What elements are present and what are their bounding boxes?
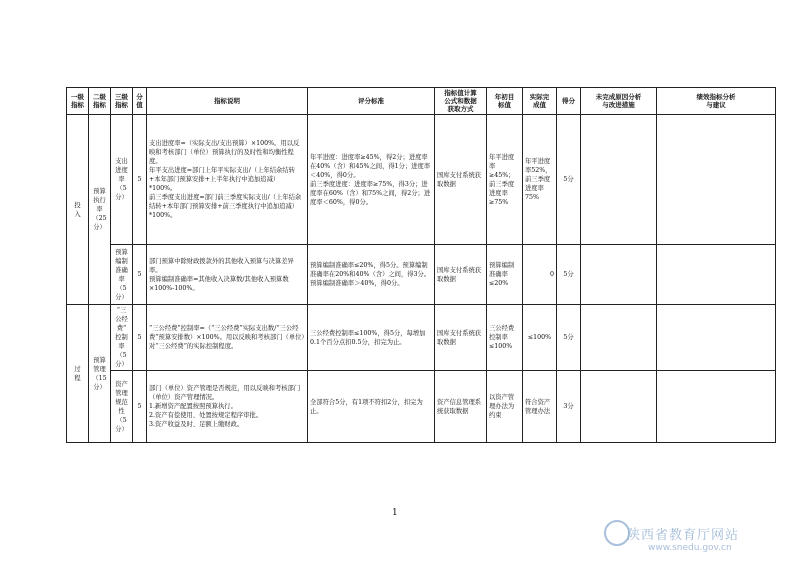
cell-reason: [581, 245, 657, 305]
cell-formula: 资产信息管理系统获取数据: [435, 371, 487, 443]
cell-formula: 国库支付系统获取数据: [435, 305, 487, 371]
header-row: [67, 88, 776, 115]
header-reason: 未完成原因分析 与改进措施: [581, 88, 657, 115]
cell-target: 年平进度率≥45%；前三季度进度率≥75%: [487, 115, 523, 245]
watermark-url: www.snedu.gov.cn: [648, 543, 732, 553]
cell-level2: 预算 管理 （15 分）: [89, 305, 111, 443]
header-score: 分 值: [133, 88, 147, 115]
cell-criteria: 预算编制准确率≤20%，得5分。预算编制准确率在20%和40%（含）之间，得3分。预算编制准确率＞40%，得0分。: [308, 245, 435, 305]
header-analysis: 绩效指标分析 与建议: [657, 88, 776, 115]
cell-formula: 国库支付系统获取数据: [435, 245, 487, 305]
cell-level3: 预算 编制 准确 率 （5 分）: [111, 245, 133, 305]
cell-target: 三公经费控制率≤100%: [487, 305, 523, 371]
cell-level1: 投 入: [67, 115, 89, 305]
table-row: [67, 245, 776, 305]
cell-actual: 符合资产管理办法: [523, 371, 557, 443]
cell-score: 5: [133, 115, 147, 245]
cell-score: 5: [133, 245, 147, 305]
cell-criteria: 年平进度：进度率≥45%，得2分；进度率在40%（含）和45%之间，得1分；进度率＜40%，得0分。 前三季度进度：进度率≥75%，得3分；进度率在60%（含）和75%之间，得2分；进度率＜60%，得0分。: [308, 115, 435, 245]
cell-reason: [581, 371, 657, 443]
header-got: 得分: [557, 88, 581, 115]
cell-criteria: 三公经费控制率≤100%，得5分，每增加0.1个百分点扣0.5分，扣完为止。: [308, 305, 435, 371]
cell-got: 5分: [557, 245, 581, 305]
cell-score: 5: [133, 371, 147, 443]
header-actual: 实际完 成值: [523, 88, 557, 115]
cell-analysis: [657, 305, 776, 371]
cell-actual: 0: [523, 245, 557, 305]
page-number: 1: [392, 508, 398, 518]
cell-desc: 部门预算中除财政拨款外的其他收入预算与决算差异率。 预算编制准确率=其他收入决算数/其他收入预算数×100%-100%。: [147, 245, 308, 305]
header-level1: 一级 指标: [67, 88, 89, 115]
table-row: [67, 115, 776, 245]
cell-got: 5分: [557, 305, 581, 371]
cell-analysis: [657, 371, 776, 443]
cell-analysis: [657, 245, 776, 305]
cell-criteria: 全部符合5分，有1项不符扣2分，扣完为止。: [308, 371, 435, 443]
performance-table: [66, 87, 776, 443]
cell-level3: “三 公经 费” 控制 率 （5 分）: [111, 305, 133, 371]
cell-desc: “三公经费”控制率=（“三公经费”实际支出数/“三公经费”预算安排数）×100%。用以反映和考核部门（单位）对“三公经费”的实际控制程度。: [147, 305, 308, 371]
cell-target: 以资产管理办法为约束: [487, 371, 523, 443]
cell-level3: 资产 管理 规范 性 （5 分）: [111, 371, 133, 443]
header-desc: 指标说明: [147, 88, 308, 115]
table-row: [67, 305, 776, 371]
header-criteria: 评分标准: [308, 88, 435, 115]
cell-level1: 过 程: [67, 305, 89, 443]
cell-reason: [581, 115, 657, 245]
cell-actual: 年平进度率52%，前三季度进度率75%: [523, 115, 557, 245]
cell-actual: ≤100%: [523, 305, 557, 371]
cell-got: 3分: [557, 371, 581, 443]
cell-formula: 国库支付系统获取数据: [435, 115, 487, 245]
header-level2: 二级 指标: [89, 88, 111, 115]
cell-target: 预算编制准确率≤20%: [487, 245, 523, 305]
cell-reason: [581, 305, 657, 371]
cell-desc: 部门（单位）资产管理是否规范，用以反映和考核部门（单位）资产管理情况。 1.新增资产配置按照预算执行。 2.资产有偿使用、处置按规定程序审批。 3.资产收益及时、足额上缴财政。: [147, 371, 308, 443]
cell-level3: 支出 进度 率 （5 分）: [111, 115, 133, 245]
cell-analysis: [657, 115, 776, 245]
header-level3: 三级 指标: [111, 88, 133, 115]
watermark-site-name: 陕西省教育厅网站: [627, 528, 740, 543]
cell-got: 5分: [557, 115, 581, 245]
header-target: 年初目 标值: [487, 88, 523, 115]
header-formula: 指标值计算 公式和数据 获取方式: [435, 88, 487, 115]
cell-desc: 支出进度率=（实际支出/支出预算）×100%。用以反映和考核部门（单位）预算执行的及时性和均衡性程度。 年平支出进度=部门上年平实际支出/（上年结余结转+本年部门预算安排+上半年执行中追加追减）*100%。 前三季度支出进度=部门前三季度实际支出/（上年结余结转+本年部门预算安排+前三季度执行中追加追减）*100%。: [147, 115, 308, 245]
cell-score: 5: [133, 305, 147, 371]
table-row: [67, 371, 776, 443]
cell-level2: 预算 执行 率 （25 分）: [89, 115, 111, 305]
